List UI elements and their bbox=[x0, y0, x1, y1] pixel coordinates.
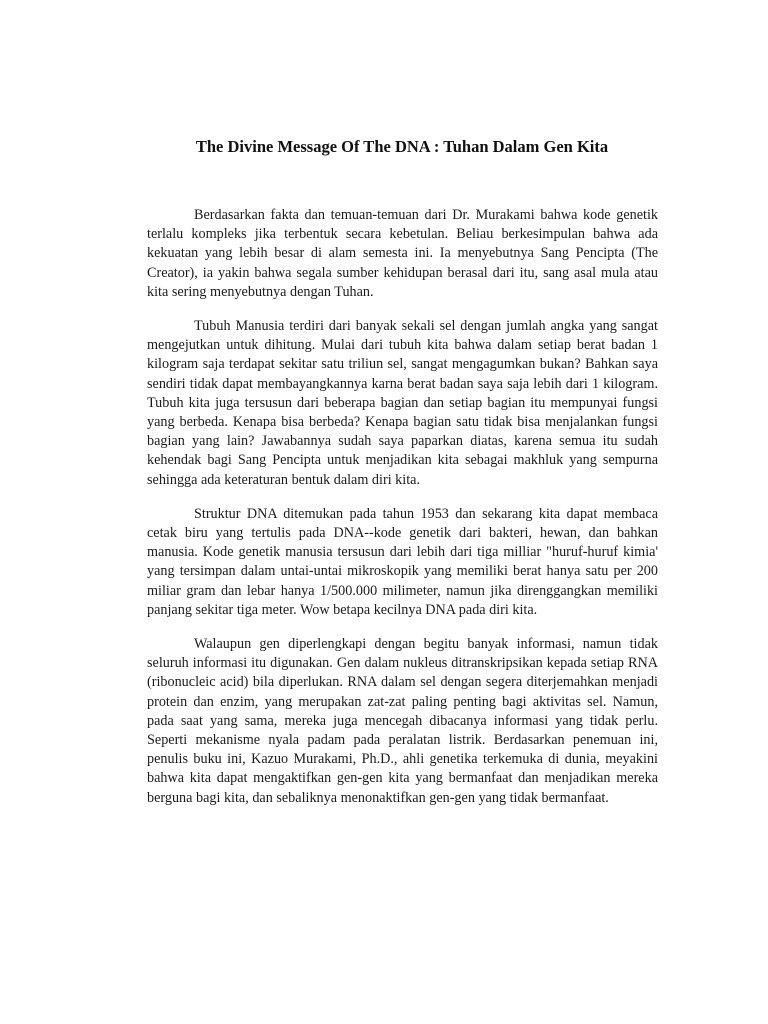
paragraph-3: Struktur DNA ditemukan pada tahun 1953 dan sekarang kita dapat membaca cetak biru yang tertulis pada DNA--kode genetik dari bakteri, hewan, dan bahkan manusia. Kode genetik manusia tersusun dari lebih dari tiga milliar "huruf-huruf kimia' yang tersimpan dalam untai-untai mikroskopik yang memiliki berat hanya satu per 200 miliar gram dan lebar hanya 1/500.000 milimeter, namun jika direnggangkan memiliki panjang sekitar tiga meter. Wow betapa kecilnya DNA pada diri kita. bbox=[147, 505, 658, 618]
paragraph-2: Tubuh Manusia terdiri dari banyak sekali sel dengan jumlah angka yang sangat mengejutkan untuk dihitung. Mulai dari tubuh kita bahwa dalam setiap berat badan 1 kilogram saja terdapat sekitar satu triliun sel, sangat mengagumkan bukan? Bahkan saya sendiri tidak dapat membayangkannya karna berat badan saya saja lebih dari 1 kilogram. Tubuh kita juga tersusun dari beberapa bagian dan setiap bagian itu mempunyai fungsi yang berbeda. Kenapa bisa berbeda? Kenapa bagian satu tidak bisa menjalankan fungsi bagian yang lain? Jawabannya sudah saya paparkan diatas, karena semua itu sudah kehendak bagi Sang Pencipta untuk menjadikan kita sebagai makhluk yang sempurna sehingga ada keteraturan bentuk dalam diri kita. bbox=[147, 318, 658, 488]
paragraph-1: Berdasarkan fakta dan temuan-temuan dari Dr. Murakami bahwa kode genetik terlalu kompleks jika terbentuk secara kebetulan. Beliau berkesimpulan bahwa ada kekuatan yang lebih besar di alam semesta ini. Ia menyebutnya Sang Pencipta (The Creator), ia yakin bahwa segala sumber kehidupan berasal dari itu, sang asal mula atau kita sering menyebutnya dengan Tuhan. bbox=[147, 207, 658, 300]
document-title: The Divine Message Of The DNA : Tuhan Dalam Gen Kita bbox=[195, 137, 609, 156]
paragraph-4: Walaupun gen diperlengkapi dengan begitu banyak informasi, namun tidak seluruh informasi itu digunakan. Gen dalam nukleus ditranskripsikan kepada setiap RNA (ribonucleic acid) bila diperlukan. RNA dalam sel dengan segera diterjemahkan menjadi protein dan enzim, yang merupakan zat-zat paling penting bagi aktivitas sel. Namun, pada saat yang sama, mereka juga mencegah dibacanya informasi yang tidak perlu. Seperti mekanisme nyala padam pada peralatan listrik. Berdasarkan penemuan ini, penulis buku ini, Kazuo Murakami, Ph.D., ahli genetika terkemuka di dunia, meyakini bahwa kita dapat mengaktifkan gen-gen kita yang bermanfaat dan menjadikan mereka berguna bagi kita, dan sebaliknya menonaktifkan gen-gen yang tidak bermanfaat. bbox=[147, 636, 658, 806]
document-body bbox=[147, 206, 658, 823]
